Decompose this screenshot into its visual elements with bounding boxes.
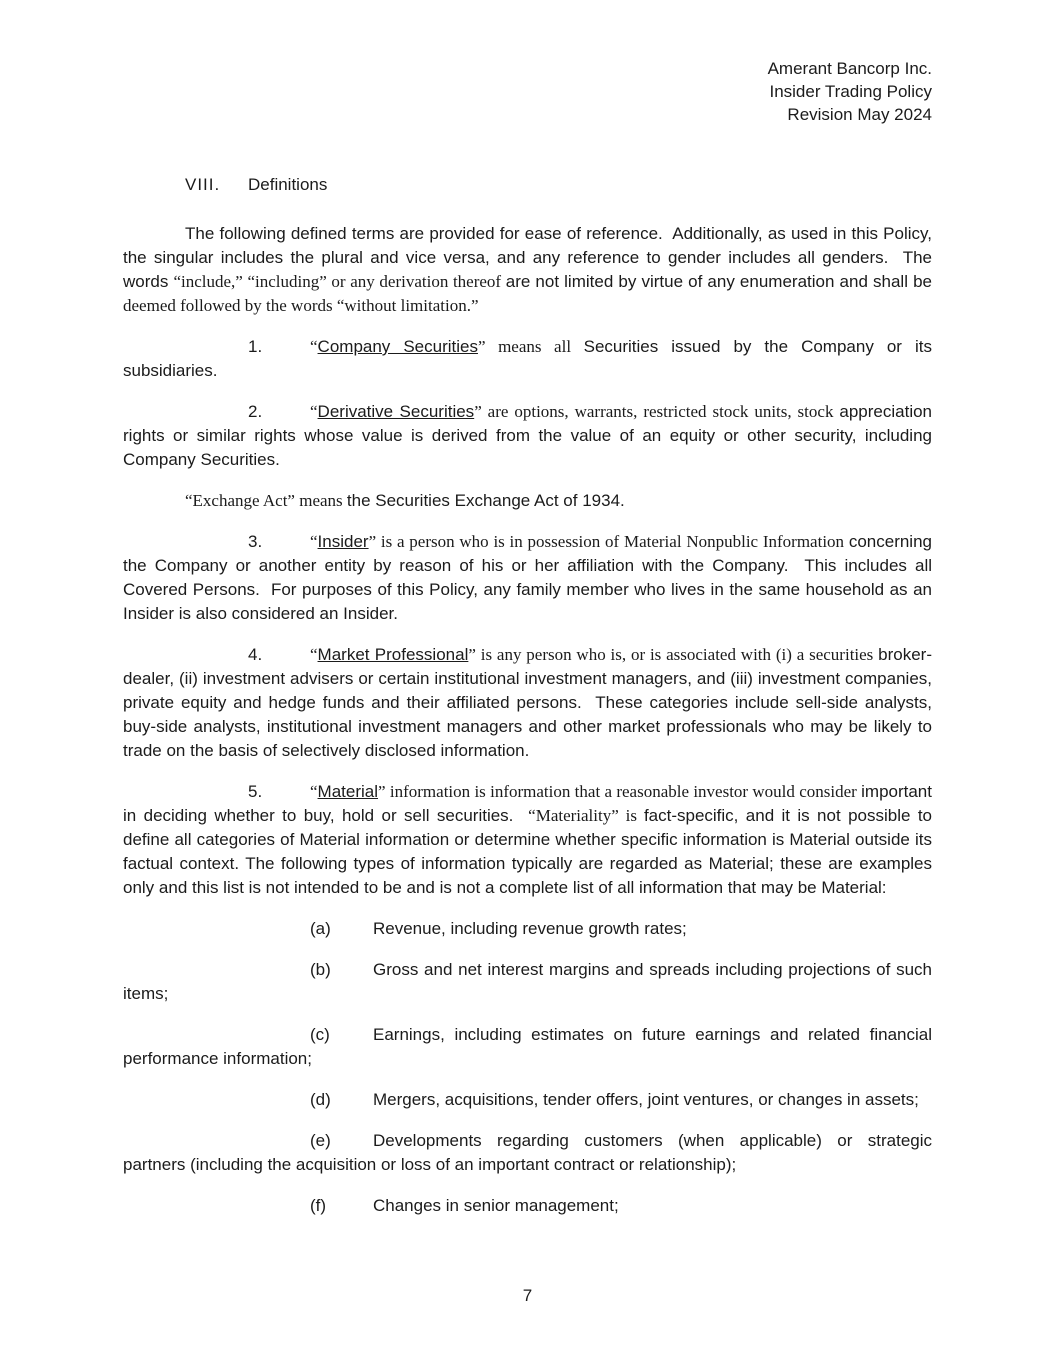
header-policy-title: Insider Trading Policy (769, 82, 932, 101)
definition-item-1 (123, 335, 932, 383)
text-segment: concerning the Company or another entity by reason of his or her affiliation with the Company. This includes all Covered Persons. For purposes of this Policy, any family member who lives in the same household as an Insider is also considered an Insider. (123, 532, 932, 623)
material-list-item-c (123, 1023, 932, 1071)
item-letter: (c) (310, 1025, 330, 1044)
text-segment: is any person who is, or is associated with (i) a securities (480, 645, 879, 664)
text-segment: “ (310, 402, 318, 421)
defined-term: Insider (317, 532, 369, 551)
paragraph-text (373, 1090, 919, 1109)
paragraph-text (123, 224, 932, 315)
item-letter: (e) (310, 1131, 331, 1150)
text-segment: “ (310, 782, 318, 801)
paragraph-text (123, 1131, 932, 1174)
text-segment: Earnings, including estimates on future earnings and related financial performance information; (123, 1025, 932, 1068)
paragraph-text (373, 1196, 619, 1215)
paragraph-text (185, 491, 625, 510)
paragraph-text (123, 532, 932, 623)
definition-item-3 (123, 530, 932, 626)
text-segment: ” (474, 402, 488, 421)
definition-item-4 (123, 643, 932, 763)
text-segment: “Materiality” is (528, 806, 644, 825)
text-segment: information is information that a reasonable investor would consider (389, 782, 862, 801)
text-segment: “ (310, 337, 318, 356)
text-segment: Securities issued by the Company or its subsidiaries. (123, 337, 932, 380)
paragraph-text (123, 402, 932, 469)
material-list-item-f (123, 1194, 932, 1218)
section-heading (123, 173, 932, 197)
defined-term: Company Securities (317, 337, 478, 356)
text-segment: Gross and net interest margins and spreads including projections of such items; (123, 960, 932, 1003)
text-segment: “Exchange Act” means (185, 491, 347, 510)
section-title: Definitions (248, 175, 328, 194)
section-number: VIII. (185, 175, 221, 194)
paragraph-text (123, 960, 932, 1003)
item-letter: (a) (310, 919, 331, 938)
text-segment: important in deciding whether to buy, hold or sell securities. (123, 782, 932, 825)
item-number: 3. (248, 532, 263, 551)
text-segment: Revenue, including revenue growth rates; (373, 919, 687, 938)
intro-paragraph (123, 222, 932, 318)
definition-item-2 (123, 400, 932, 472)
text-segment: ” (378, 782, 390, 801)
defined-term: Material (317, 782, 379, 801)
text-segment: broker-dealer, (ii) investment advisers or certain institutional investment managers, and (iii) investment companies, private equity and hedge funds and their affiliated persons. These categories include sell-side analysts, buy-side analysts, institutional investment managers and other market professionals who may be likely to trade on the basis of selectively disclosed information. (123, 645, 932, 760)
paragraph-text (123, 1025, 932, 1068)
text-segment: is a person who is in possession of Material Nonpublic Information (380, 532, 849, 551)
text-segment: fact-specific, and it is not possible to define all categories of Material information or determine whether specific information is Material outside its factual context. The following types of information typically are regarded as Material; these are examples only and this list is not intended to be and is not a complete list of all information that may be Material: (123, 806, 932, 897)
exchange-act-paragraph (123, 489, 932, 513)
text-segment: are options, warrants, restricted stock units, stock (487, 402, 840, 421)
text-segment: Changes in senior management; (373, 1196, 619, 1215)
material-list-item-a (123, 917, 932, 941)
material-list-item-e (123, 1129, 932, 1177)
text-segment: the Securities Exchange Act of 1934. (346, 491, 625, 510)
item-number: 2. (248, 402, 263, 421)
paragraph-text (123, 782, 932, 897)
page-number: 7 (522, 1286, 533, 1305)
header-company-name: Amerant Bancorp Inc. (767, 59, 932, 78)
definition-item-5 (123, 780, 932, 900)
text-segment: appreciation rights or similar rights whose value is derived from the value of an equity or other security, including Company Securities. (123, 402, 933, 469)
text-segment: means all (498, 337, 584, 356)
defined-term: Derivative Securities (317, 402, 475, 421)
defined-term: Market Professional (317, 645, 469, 664)
paragraph-text (123, 337, 932, 380)
text-segment: “include,” “including” or any derivation thereof (173, 272, 506, 291)
text-segment: are not limited by virtue of any enumeration and shall be (505, 272, 932, 291)
document-header (123, 57, 932, 126)
item-number: 5. (248, 782, 263, 801)
text-segment: Mergers, acquisitions, tender offers, joint ventures, or changes in assets; (373, 1090, 919, 1109)
text-segment: deemed followed by the words “without limitation.” (123, 296, 479, 315)
text-segment: ” (477, 337, 499, 356)
item-number: 1. (248, 337, 263, 356)
text-segment: “ (310, 532, 318, 551)
material-list-item-d (123, 1088, 932, 1112)
material-list-item-b (123, 958, 932, 1006)
header-revision-date: Revision May 2024 (787, 105, 932, 124)
text-segment: “ (310, 645, 318, 664)
text-segment: The following defined terms are provided for ease of reference. Additionally, as used in this Policy, the singular includes the plural and vice versa, and any reference to gender includes all genders. The words (123, 224, 932, 291)
text-segment: Developments regarding customers (when applicable) or strategic partners (including the acquisition or loss of an important contract or relationship); (123, 1131, 932, 1174)
text-segment: ” (368, 532, 381, 551)
item-letter: (b) (310, 960, 331, 979)
text-segment: ” (468, 645, 481, 664)
paragraph-text (373, 919, 687, 938)
paragraph-text (123, 645, 932, 760)
item-letter: (d) (310, 1090, 331, 1109)
item-number: 4. (248, 645, 263, 664)
item-letter: (f) (310, 1196, 327, 1215)
